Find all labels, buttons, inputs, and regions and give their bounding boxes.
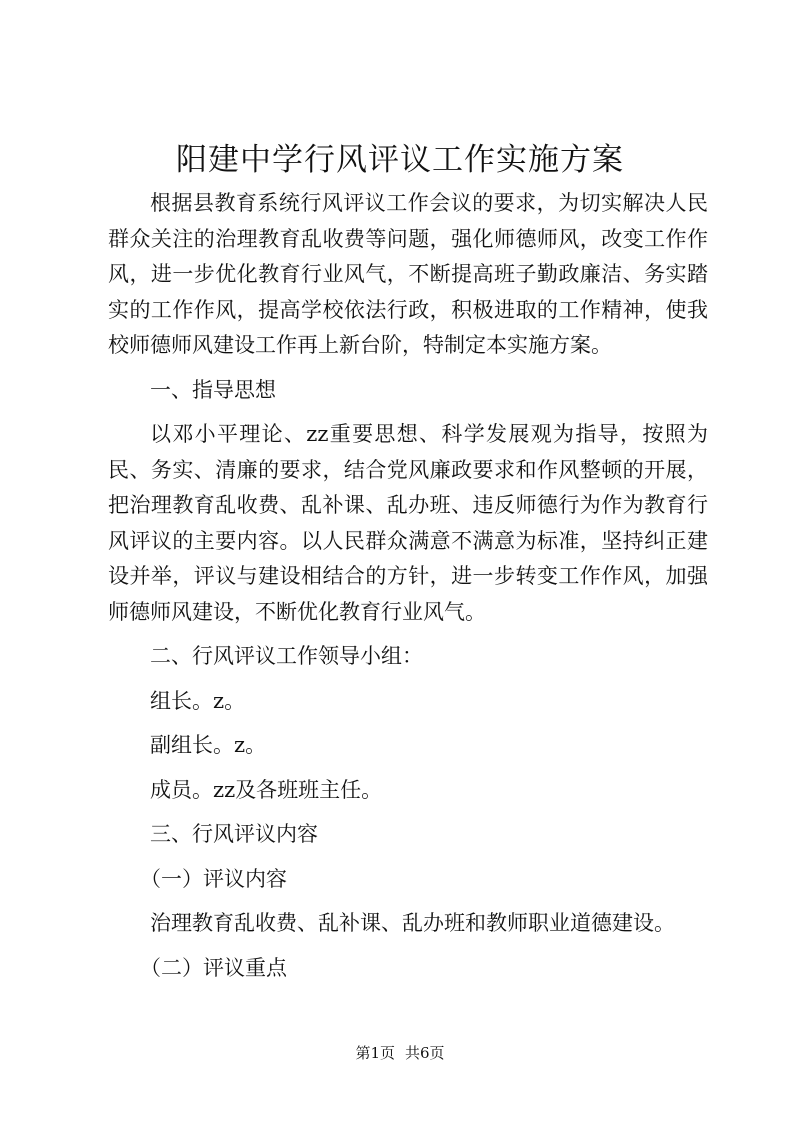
document-body (108, 186, 708, 986)
page-footer (0, 1043, 800, 1063)
heading-leading-group: 二、行风评议工作领导小组： (150, 644, 423, 668)
page-total: 共6页 (405, 1044, 445, 1062)
heading-guiding-thought: 一、指导思想 (150, 377, 276, 402)
members-line: 成员。zz及各班班主任。 (150, 777, 383, 802)
leader-line: 组长。z。 (150, 688, 246, 713)
deputy-leader-line: 副组长。z。 (150, 733, 267, 757)
paragraph-guiding-thought: 以邓小平理论、zz重要思想、科学发展观为指导，按照为民、务实、清廉的要求，结合党风廉政要求和作风整顿的开展，把治理教育乱收费、乱补课、乱办班、违反师德行为作为教育行风评议的主要内容。以人民群众满意不满意为标准，坚持纠正建设并举，评议与建设相结合的方针，进一步转变工作作风，加强师德师风建设，不断优化教育行业风气。 (108, 422, 708, 624)
subheading-evaluation-focus: （二）评议重点 (140, 955, 287, 980)
subheading-evaluation-content: （一）评议内容 (140, 866, 287, 891)
document-title: 阳建中学行风评议工作实施方案 (176, 142, 624, 178)
paragraph-evaluation-content: 治理教育乱收费、乱补课、乱办班和教师职业道德建设。 (150, 911, 675, 935)
heading-evaluation-content: 三、行风评议内容 (150, 822, 318, 846)
page-number: 第1页 (355, 1044, 395, 1062)
paragraph-intro: 根据县教育系统行风评议工作会议的要求，为切实解决人民群众关注的治理教育乱收费等问题，强化师德师风，改变工作作风，进一步优化教育行业风气，不断提高班子勤政廉洁、务实踏实的工作作风，提高学校依法行政，积极进取的工作精神，使我校师德师风建设工作再上新台阶，特制定本实施方案。 (108, 191, 708, 357)
